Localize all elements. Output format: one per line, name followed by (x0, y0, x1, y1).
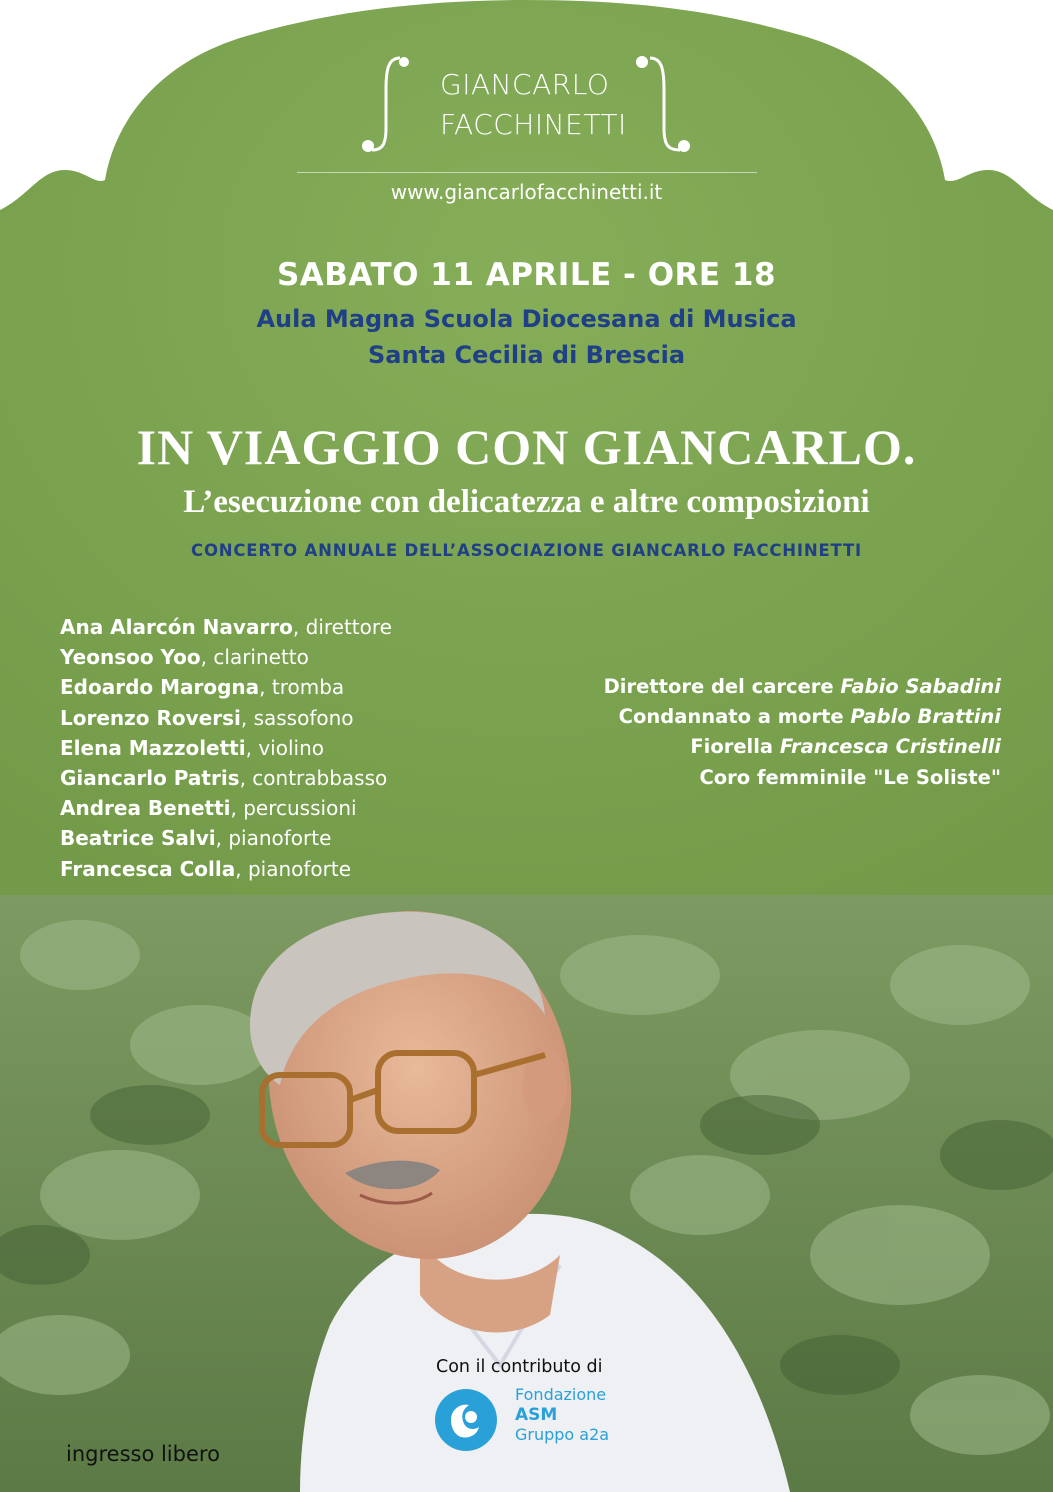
event-subtitle: L’esecuzione con delicatezza e altre composizioni (183, 484, 870, 520)
cast-row (604, 672, 1001, 702)
performer-name: Beatrice Salvi (60, 826, 216, 851)
sponsor-line-1: Fondazione (515, 1385, 607, 1404)
performer-row (60, 642, 392, 672)
cast-name: Francesca Cristinelli (779, 735, 1001, 759)
performer-row (60, 823, 392, 853)
performer-instrument: , direttore (292, 615, 392, 639)
performer-instrument: , sassofono (240, 705, 354, 730)
cast-list (604, 672, 1001, 793)
f-hole-right-icon (630, 50, 700, 160)
cast-name: Fabio Sabadini (840, 675, 1001, 698)
performer-row (60, 854, 392, 884)
venue-line-2: Santa Cecilia di Brescia (367, 341, 686, 369)
f-hole-left-icon (360, 50, 420, 160)
performer-name: Francesca Colla (60, 856, 236, 881)
cast-row (604, 763, 1001, 793)
performer-instrument: , pianoforte (235, 856, 352, 881)
logo-line-2: FACCHINETTI (440, 108, 627, 141)
sponsor-line-2: ASM (515, 1405, 558, 1425)
cast-role: Fiorella (690, 735, 780, 759)
venue-line-1: Aula Magna Scuola Diocesana di Musica (256, 305, 797, 333)
performer-instrument: , contrabbasso (239, 766, 388, 791)
cast-row (604, 732, 1001, 762)
logo-divider (297, 172, 757, 173)
logo-line-1: GIANCARLO (440, 68, 610, 101)
performers-list (60, 612, 392, 884)
cast-role: Coro femminile "Le Soliste" (699, 765, 1001, 789)
performer-row (60, 672, 392, 702)
sponsor-line-3: Gruppo a2a (515, 1425, 610, 1444)
concert-line: CONCERTO ANNUALE DELL’ASSOCIAZIONE GIANCARLO FACCHINETTI (191, 541, 862, 560)
cast-role: Condannato a morte (618, 705, 851, 729)
performer-name: Lorenzo Roversi (60, 705, 241, 730)
performer-row (60, 703, 392, 733)
performer-name: Ana Alarcón Navarro (60, 615, 293, 639)
cast-name: Pablo Brattini (850, 705, 1001, 729)
performer-row (60, 763, 392, 793)
performer-instrument: , pianoforte (215, 826, 332, 851)
sponsor-logo (433, 1385, 633, 1455)
free-entry-note: ingresso libero (66, 1442, 220, 1466)
performer-row (60, 733, 392, 763)
logo (360, 50, 700, 160)
performer-instrument: , clarinetto (200, 645, 309, 670)
performer-instrument: , violino (245, 735, 324, 760)
performer-name: Giancarlo Patris (60, 766, 240, 791)
performer-name: Yeonsoo Yoo (60, 645, 201, 670)
performer-instrument: , percussioni (230, 796, 357, 821)
performer-name: Elena Mazzoletti (60, 735, 246, 760)
performer-name: Edoardo Marogna (60, 675, 260, 700)
performer-name: Andrea Benetti (60, 796, 231, 821)
event-title: IN VIAGGIO CON GIANCARLO. (136, 419, 917, 475)
performer-instrument: , tromba (259, 675, 345, 700)
website-link[interactable]: www.giancarlofacchinetti.it (390, 180, 663, 204)
fondazione-asm-icon (433, 1387, 499, 1453)
performer-row (60, 612, 392, 642)
performer-row (60, 793, 392, 823)
sponsor-intro: Con il contributo di (436, 1357, 603, 1377)
cast-role: Direttore del carcere (603, 675, 841, 698)
event-date-time: SABATO 11 APRILE - ORE 18 (276, 257, 777, 293)
sponsor-text (515, 1385, 609, 1445)
cast-row (604, 702, 1001, 732)
